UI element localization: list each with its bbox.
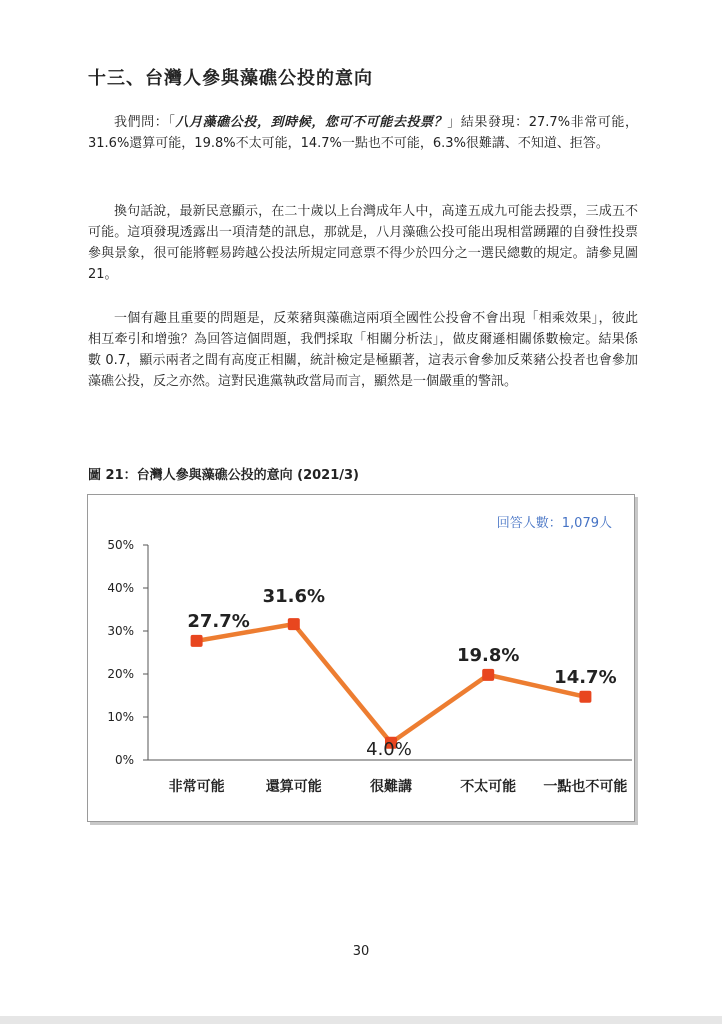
data-label: 14.7% — [554, 666, 617, 688]
data-point — [288, 618, 300, 630]
data-label: 27.7% — [187, 610, 250, 632]
chart-frame — [87, 494, 635, 822]
x-category-label: 很難講 — [370, 779, 412, 795]
line-chart — [88, 495, 634, 821]
data-point — [482, 669, 494, 681]
x-category-label: 非常可能 — [168, 779, 225, 795]
y-tick-label: 20% — [107, 667, 134, 681]
data-label: 19.8% — [456, 644, 520, 666]
data-label: 31.6% — [262, 586, 326, 608]
paragraph-question — [88, 112, 638, 154]
x-category-label: 一點也不可能 — [543, 779, 628, 795]
data-point — [191, 635, 203, 647]
y-tick-label: 50% — [107, 538, 134, 552]
page-number: 30 — [352, 944, 370, 959]
data-point — [579, 691, 591, 703]
viewer-bottom-bar — [0, 1016, 722, 1024]
quote-open: 我們問：「 — [114, 115, 176, 130]
respondents-count: 回答人數：1,079人 — [496, 516, 612, 531]
x-category-label: 不太可能 — [460, 779, 517, 795]
paragraph-correlation: 一個有趣且重要的問題是，反萊豬與藻礁這兩項全國性公投會不會出現「相乘效果」，彼此相互牽引和增強？為回答這個問題，我們採取「相關分析法」，做皮爾遜相關係數檢定。結果係數 0.7，顯示兩者之間有高度正相關，統計檢定是極顯著，這表示會參加反萊豬公投者也會參加藻礁公投，反之亦然。這對民進黨執政當局而言，顯然是一個嚴重的警訊。 — [88, 311, 638, 389]
survey-question: 八月藻礁公投，到時候，您可不可能去投票？ — [175, 115, 448, 130]
x-category-label: 還算可能 — [265, 779, 322, 795]
y-tick-label: 10% — [107, 710, 134, 724]
data-label: 4.0% — [366, 738, 412, 760]
section-title: 十三、台灣人參與藻礁公投的意向 — [88, 68, 373, 89]
results-text: 」結果發現：27.7%非常可能，31.6%還算可能，19.8%不太可能，14.7%一點也不可能，6.3%很難講、不知道、拒答。 — [88, 115, 638, 151]
figure-caption: 圖 21：台灣人參與藻礁公投的意向 (2021/3) — [88, 468, 360, 483]
y-tick-label: 40% — [107, 581, 134, 595]
y-tick-label: 0% — [114, 753, 134, 767]
y-tick-label: 30% — [107, 624, 134, 638]
series-line — [197, 624, 586, 743]
paragraph-interpretation: 換句話說，最新民意顯示，在二十歲以上台灣成年人中，高達五成九可能去投票，三成五不可能。這項發現透露出一項清楚的訊息，那就是，八月藻礁公投可能出現相當踴躍的自發性投票參與景象，很可能將輕易跨越公投法所規定同意票不得少於四分之一選民總數的規定。請參見圖 21。 — [88, 204, 638, 282]
